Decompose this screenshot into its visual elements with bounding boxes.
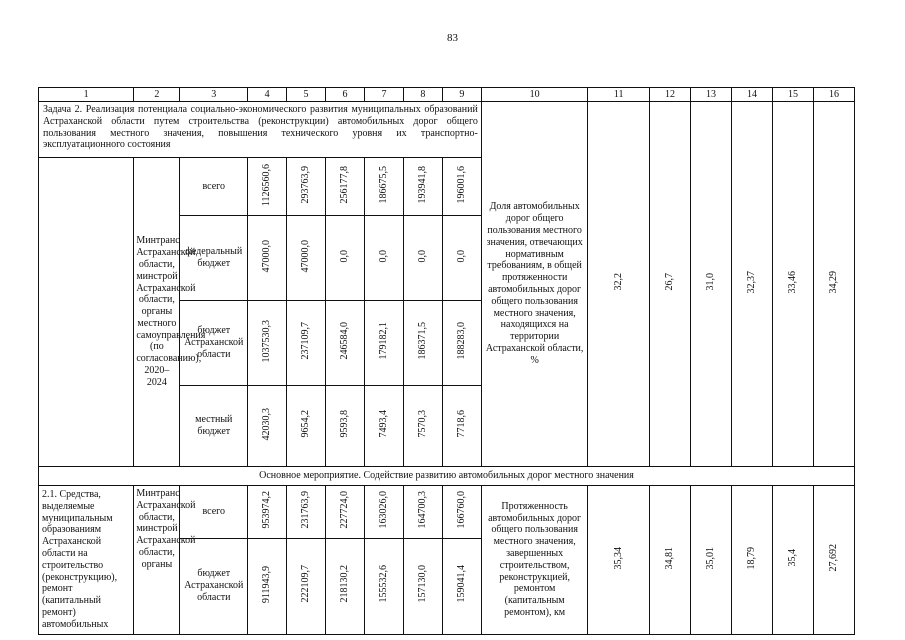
amount-cell: 9654,2 [287,386,326,467]
amount-cell: 196001,6 [442,158,481,216]
amount-cell: 163026,0 [364,486,403,539]
header-cell: 7 [364,88,403,102]
amount-cell: 155532,6 [364,538,403,634]
header-cell: 16 [813,88,854,102]
amount-cell: 1037530,3 [248,301,287,386]
item-value-16: 27,692 [813,486,854,635]
amount-cell: 166760,0 [442,486,481,539]
amount-cell: 0,0 [326,216,365,301]
task-empty-cell [39,158,134,467]
task-value-14: 32,37 [731,102,772,467]
amount-cell: 42030,3 [248,386,287,467]
item-indicator: Протяженность автомобильных дорог общего пользования местного значения, завершенных строительством, реконструкцией, ремонтом (капитальным ремонтом), км [481,486,588,635]
header-cell: 9 [442,88,481,102]
header-cell: 11 [588,88,650,102]
item-value-13: 35,01 [690,486,731,635]
amount-cell: 911943,9 [248,538,287,634]
amount-cell: 9593,8 [326,386,365,467]
source-label: всего [180,486,248,539]
amount-cell: 157130,0 [403,538,442,634]
amount-cell: 231763,9 [287,486,326,539]
header-cell: 2 [134,88,180,102]
source-label: местный бюджет [180,386,248,467]
task-value-12: 26,7 [649,102,690,467]
item-value-14: 18,79 [731,486,772,635]
header-cell: 1 [39,88,134,102]
header-cell: 12 [649,88,690,102]
amount-cell: 227724,0 [326,486,365,539]
header-cell: 3 [180,88,248,102]
amount-cell: 222109,7 [287,538,326,634]
amount-cell: 186371,5 [403,301,442,386]
amount-cell: 0,0 [403,216,442,301]
amount-cell: 186675,5 [364,158,403,216]
item-value-11: 35,34 [588,486,650,635]
header-cell: 10 [481,88,588,102]
source-label: федеральный бюджет [180,216,248,301]
header-cell: 8 [403,88,442,102]
amount-cell: 0,0 [442,216,481,301]
task-indicator: Доля автомобильных дорог общего пользования местного значения, отвечающих нормативным требованиям, в общей протяженности автомобильных дорог общего пользования местного значения, находящихся на территории Астраханской области, % [481,102,588,467]
amount-cell: 179182,1 [364,301,403,386]
header-cell: 15 [772,88,813,102]
header-cell: 5 [287,88,326,102]
header-cell: 14 [731,88,772,102]
amount-cell: 193941,8 [403,158,442,216]
amount-cell: 7570,3 [403,386,442,467]
item-executor: Минтранс Астраханской области, минстрой Астраханской области, органы [134,486,180,635]
program-table [38,87,855,635]
amount-cell: 1126560,6 [248,158,287,216]
amount-cell: 47000,0 [287,216,326,301]
amount-cell: 246584,0 [326,301,365,386]
header-cell: 4 [248,88,287,102]
task-value-13: 31,0 [690,102,731,467]
source-label: бюджет Астраханской области [180,301,248,386]
task-value-15: 33,46 [772,102,813,467]
item-finance-row [39,486,855,539]
item-name: 2.1. Средства, выделяемые муниципальным образованиям Астраханской области на строительство (реконструкцию), ремонт (капитальный ремонт) автомобильных [39,486,134,635]
page-number: 83 [447,32,458,44]
amount-cell: 7718,6 [442,386,481,467]
task-executor: Минтранс Астраханской области, минстрой Астраханской области, органы местного самоуправления (по согласованию), 2020–2024 [134,158,180,467]
item-value-12: 34,81 [649,486,690,635]
amount-cell: 218130,2 [326,538,365,634]
amount-cell: 159041,4 [442,538,481,634]
amount-cell: 237109,7 [287,301,326,386]
header-row [39,88,855,102]
main-activity-title: Основное мероприятие. Содействие развитию автомобильных дорог местного значения [39,467,855,486]
amount-cell: 256177,8 [326,158,365,216]
header-cell: 13 [690,88,731,102]
amount-cell: 293763,9 [287,158,326,216]
task-title-row [39,102,855,158]
amount-cell: 47000,0 [248,216,287,301]
task-value-16: 34,29 [813,102,854,467]
amount-cell: 188283,0 [442,301,481,386]
amount-cell: 7493,4 [364,386,403,467]
source-label: бюджет Астраханской области [180,538,248,634]
item-value-15: 35,4 [772,486,813,635]
task-value-11: 32,2 [588,102,650,467]
header-cell: 6 [326,88,365,102]
amount-cell: 953974,2 [248,486,287,539]
amount-cell: 164700,3 [403,486,442,539]
amount-cell: 0,0 [364,216,403,301]
source-label: всего [180,158,248,216]
task-title: Задача 2. Реализация потенциала социально-экономического развития муниципальных образований Астраханской области путем строительства (реконструкции) автомобильных дорог общего пользования местного значения, повышения технического уровня их транспортно-эксплуатационного состояния [39,102,482,158]
main-activity-row [39,467,855,486]
